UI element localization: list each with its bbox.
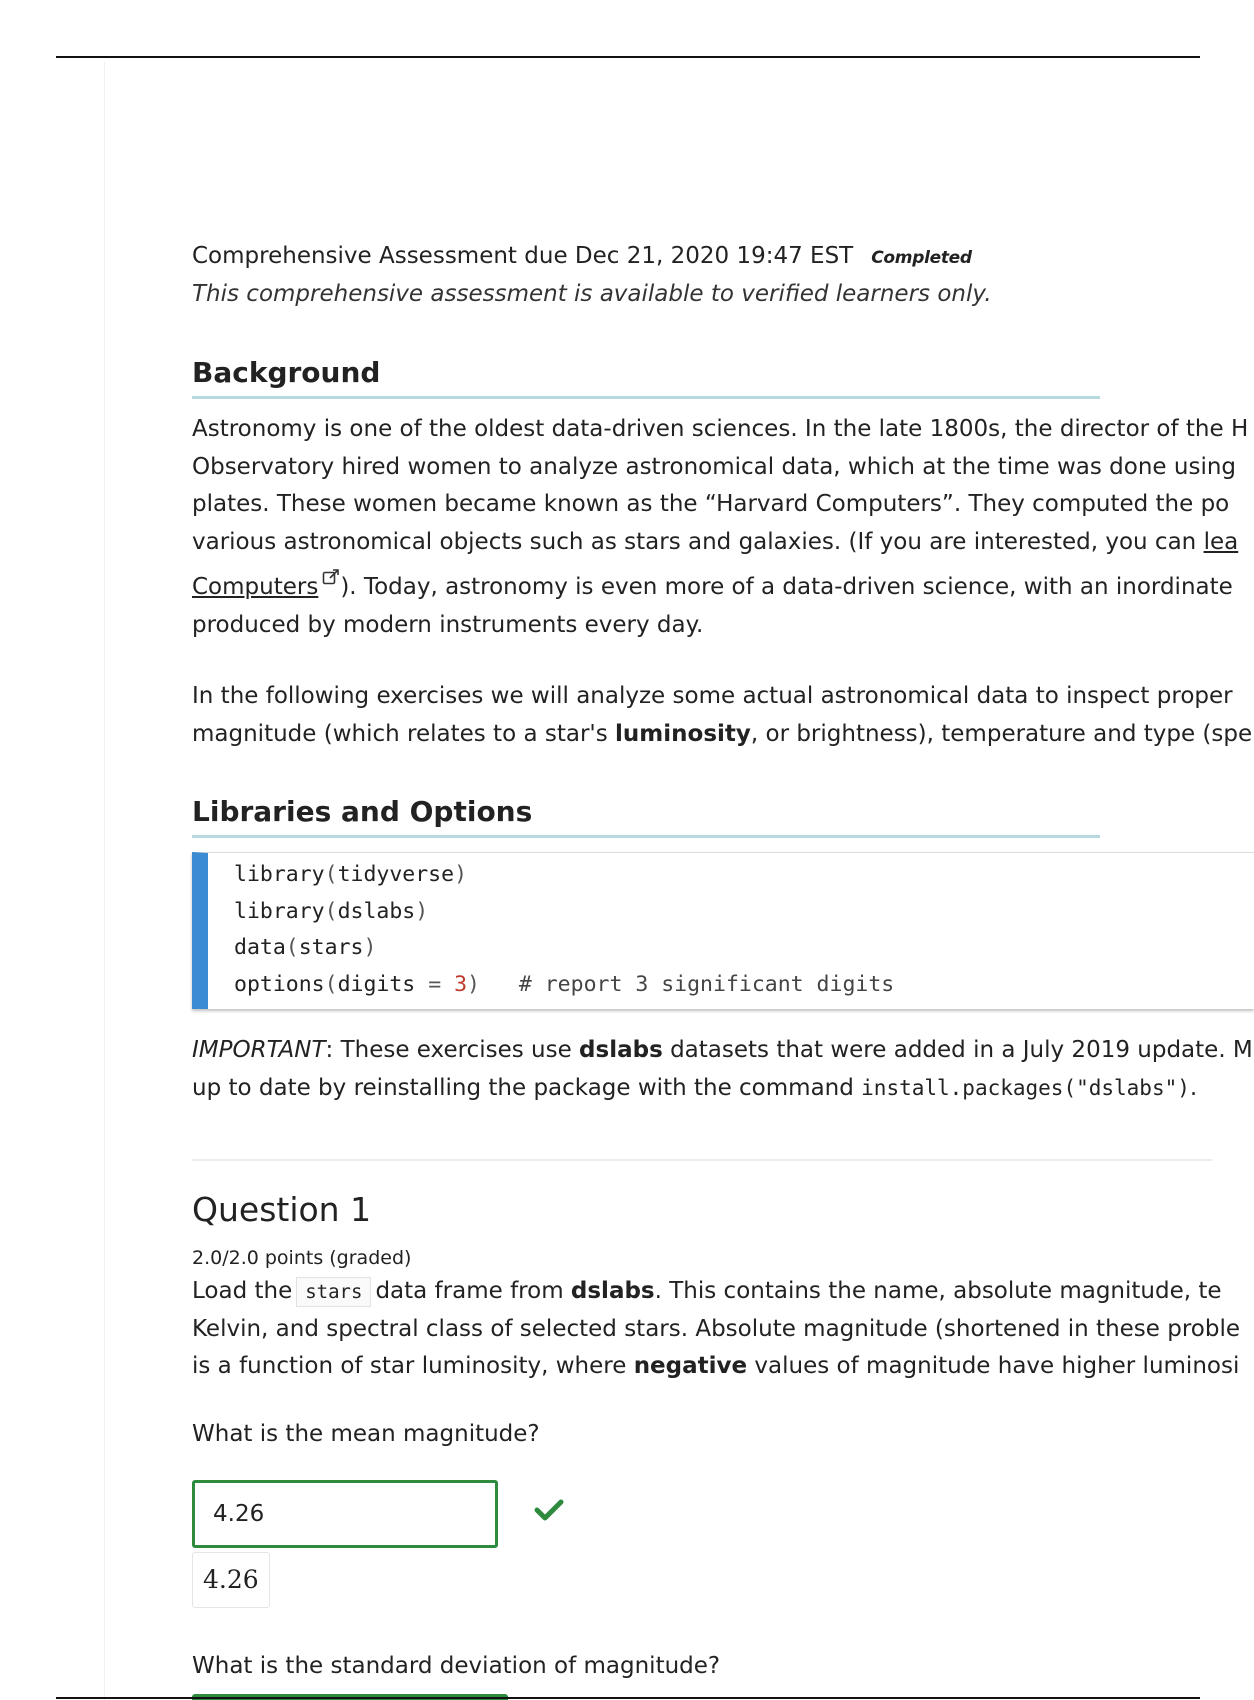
- stars-code-chip: stars: [296, 1277, 371, 1307]
- bg-p1-line4: [192, 524, 1239, 562]
- bg-p2-line1: In the following exercises we will analyze some actual astronomical data to inspect proper: [192, 683, 1233, 709]
- bg-p1-line2: Observatory hired women to analyze astronomical data, which at the time was done using: [192, 453, 1237, 480]
- dslabs-bold: dslabs: [579, 1037, 663, 1063]
- background-paragraph-1: [192, 411, 1249, 644]
- dslabs-bold: dslabs: [570, 1278, 655, 1304]
- bg-p1-line5: [192, 561, 1232, 607]
- code-fn: data: [234, 935, 286, 960]
- bg-p1-line6: produced by modern instruments every day.: [192, 611, 704, 638]
- verified-learners-note: This comprehensive assessment is available to verified learners only.: [192, 281, 992, 307]
- negative-bold: negative: [633, 1353, 748, 1379]
- page-top-rule: [56, 56, 1200, 58]
- sd-magnitude-prompt: What is the standard deviation of magnitude?: [192, 1652, 721, 1679]
- question-1-description: [192, 1273, 1241, 1386]
- code-number: 3: [454, 971, 468, 997]
- code-arg: stars: [298, 935, 364, 960]
- left-gutter-line: [104, 62, 105, 1700]
- code-line: [234, 894, 1254, 931]
- code-comment: # report 3 significant digits: [518, 971, 895, 997]
- code-paren: (: [324, 971, 338, 997]
- status-badge: Completed: [871, 248, 972, 268]
- bg-p1-line1: Astronomy is one of the oldest data-driven sciences. In the late 1800s, the director of the H: [192, 416, 1249, 442]
- q1-line1-post: . This contains the name, absolute magnitude, te: [654, 1278, 1222, 1304]
- bg-p2-line2-post: , or brightness), temperature and type (spe: [750, 720, 1253, 747]
- q1-line2: Kelvin, and spectral class of selected stars. Absolute magnitude (shortened in these proble: [192, 1315, 1241, 1342]
- q1-line3: [192, 1348, 1240, 1386]
- code-fn: options: [234, 971, 325, 997]
- q1-line1-pre: Load the: [192, 1278, 293, 1304]
- luminosity-bold: luminosity: [615, 720, 751, 747]
- harvard-computers-link[interactable]: Computers: [192, 574, 319, 600]
- code-line-options: [234, 967, 1254, 1004]
- bg-p1-line3: plates. These women became known as the “Harvard Computers”. They computed the po: [192, 491, 1230, 517]
- background-paragraph-2: [192, 678, 1253, 753]
- code-paren: ): [454, 862, 468, 887]
- code-line: [234, 857, 1254, 894]
- mean-magnitude-input[interactable]: 4.26: [192, 1480, 498, 1548]
- background-heading: Background: [192, 354, 1100, 399]
- important-line2-post: .: [1189, 1075, 1198, 1101]
- page-bottom-rule: [56, 1697, 1200, 1699]
- code-arg: dslabs: [337, 898, 416, 924]
- install-command: install.packages("dslabs"): [861, 1076, 1190, 1100]
- bg-p2-line2: [192, 716, 1253, 754]
- section-divider: [192, 1159, 1212, 1161]
- submitted-answer-display: 4.26: [192, 1552, 270, 1608]
- answer-row: [192, 1480, 1232, 1550]
- code-arg: tidyverse: [337, 862, 455, 887]
- code-paren: (: [285, 935, 299, 960]
- code-paren: ): [363, 935, 377, 960]
- assessment-header: [192, 238, 1232, 276]
- q1-line3-post: values of magnitude have higher luminosi: [747, 1353, 1240, 1379]
- assessment-content: [192, 238, 1253, 1684]
- important-line1-post: datasets that were added in a July 2019 update. M: [662, 1037, 1253, 1063]
- external-link-icon: [322, 561, 340, 599]
- bg-p2-line2-pre: magnitude (which relates to a star's: [192, 720, 616, 747]
- question-1-title: Question 1: [192, 1190, 372, 1229]
- code-paren: (: [324, 898, 338, 924]
- important-line1-pre: : These exercises use: [325, 1037, 580, 1063]
- code-fn: library: [234, 862, 325, 887]
- q1-line1: [192, 1273, 1232, 1311]
- correct-check-icon: [534, 1498, 564, 1526]
- assessment-title: Comprehensive Assessment due Dec 21, 2020 19:47 EST: [192, 243, 854, 269]
- harvard-computers-link-start[interactable]: lea: [1203, 528, 1239, 555]
- important-line2: [192, 1069, 1232, 1107]
- bg-p1-line5-text: ). Today, astronomy is even more of a data-driven science, with an inordinate: [340, 574, 1233, 600]
- code-fn: library: [234, 898, 325, 924]
- important-label: IMPORTANT: [192, 1037, 326, 1063]
- code-line: [234, 930, 1254, 967]
- code-paren: ): [415, 898, 429, 924]
- libraries-heading: Libraries and Options: [192, 793, 1100, 838]
- bg-p1-line4-text: various astronomical objects such as stars and galaxies. (If you are interested, you can: [192, 528, 1204, 555]
- important-line2-pre: up to date by reinstalling the package with the command: [192, 1075, 862, 1101]
- q1-line1-mid: data frame from: [375, 1278, 571, 1304]
- question-1-points: 2.0/2.0 points (graded): [192, 1247, 412, 1269]
- code-block: [192, 852, 1254, 1009]
- code-arg: digits: [337, 971, 416, 997]
- important-note: [192, 1031, 1253, 1107]
- code-operator: =: [428, 971, 442, 997]
- q1-line3-pre: is a function of star luminosity, where: [192, 1353, 634, 1379]
- mean-magnitude-prompt: What is the mean magnitude?: [192, 1420, 540, 1447]
- important-line1: [192, 1031, 1253, 1069]
- code-paren: (: [324, 862, 338, 887]
- code-paren: ): [467, 971, 480, 997]
